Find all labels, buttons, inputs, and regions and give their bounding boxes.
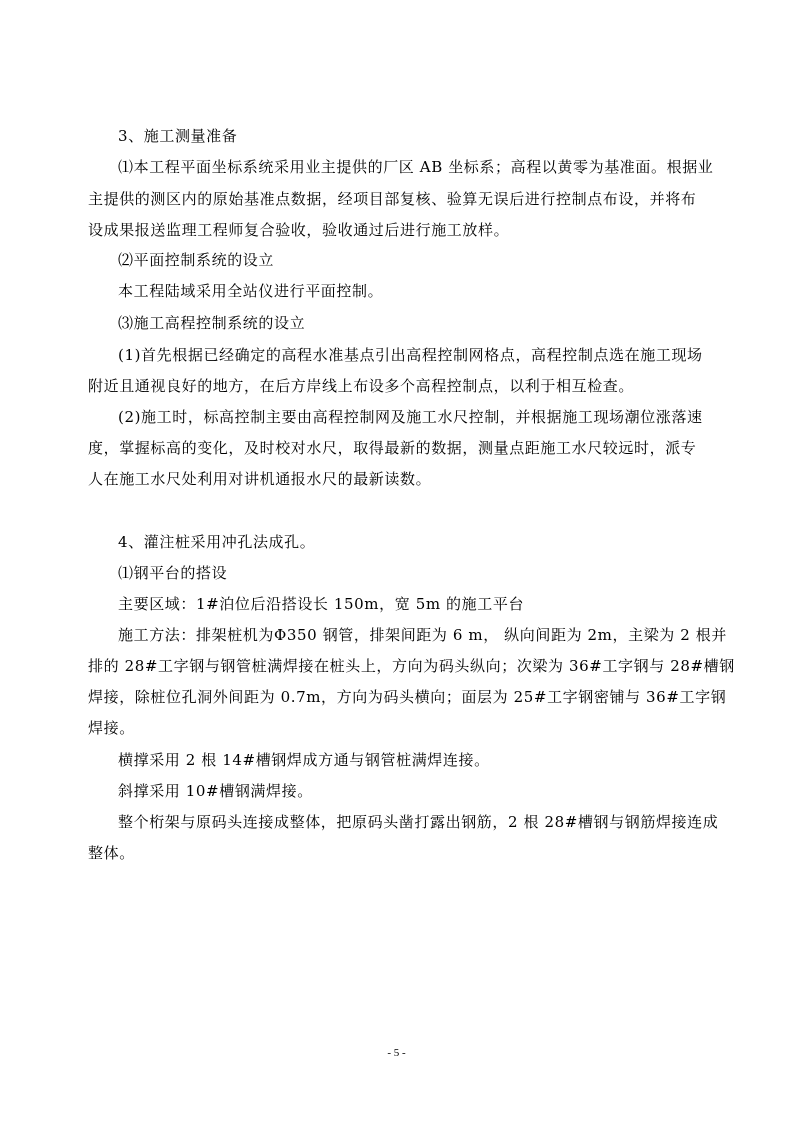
section-4-item-1-title: ⑴钢平台的搭设 bbox=[118, 564, 228, 582]
section-3-item-3-sub-2-line-3: 人在施工水尺处利用对讲机通报水尺的最新读数。 bbox=[88, 470, 432, 488]
section-3-item-3-sub-1-line-2: 附近且通视良好的地方，在后方岸线上布设多个高程控制点，以利于相互检查。 bbox=[88, 377, 635, 395]
section-3-heading: 3、施工测量准备 bbox=[118, 127, 238, 145]
section-4-whole-line-2: 整体。 bbox=[88, 844, 135, 862]
section-4-method-line-4: 焊接。 bbox=[88, 719, 135, 737]
section-4-main-area: 主要区域：1#泊位后沿搭设长 150m，宽 5m 的施工平台 bbox=[118, 595, 525, 613]
section-3-item-2-text: 本工程陆域采用全站仪进行平面控制。 bbox=[118, 282, 384, 300]
page-number: - 5 - bbox=[387, 1047, 406, 1059]
section-3-item-1-line-2: 主提供的测区内的原始基准点数据，经项目部复核、验算无误后进行控制点布设，并将布 bbox=[88, 190, 697, 208]
section-4-whole-line-1: 整个桁架与原码头连接成整体，把原码头凿打露出钢筋，2 根 28#槽钢与钢筋焊接连成 bbox=[118, 813, 719, 831]
section-3-item-3-sub-2-line-2: 度，掌握标高的变化，及时校对水尺，取得最新的数据，测量点距施工水尺较远时，派专 bbox=[88, 439, 697, 457]
section-4-heading: 4、灌注桩采用冲孔法成孔。 bbox=[118, 533, 316, 551]
section-4-bracing-horizontal: 横撑采用 2 根 14#槽钢焊成方通与钢管桩满焊连接。 bbox=[118, 751, 490, 769]
section-4-bracing-diagonal: 斜撑采用 10#槽钢满焊接。 bbox=[118, 782, 313, 800]
section-4-method-line-2: 排的 28#工字钢与钢管桩满焊接在桩头上，方向为码头纵向；次梁为 36#工字钢与 28#槽钢 bbox=[88, 657, 735, 675]
section-4-method-line-3: 焊接，除桩位孔洞外间距为 0.7m，方向为码头横向；面层为 25#工字钢密铺与 36#工字钢 bbox=[88, 688, 727, 706]
section-3-item-1-line-1: ⑴本工程平面坐标系统采用业主提供的厂区 AB 坐标系；高程以黄零为基准面。根据业 bbox=[118, 158, 714, 176]
section-3-item-3-sub-2-line-1: (2)施工时，标高控制主要由高程控制网及施工水尺控制，并根据施工现场潮位涨落速 bbox=[118, 408, 703, 426]
section-3-item-3-title: ⑶施工高程控制系统的设立 bbox=[118, 314, 306, 332]
section-4-method-line-1: 施工方法：排架桩机为Φ350 钢管，排架间距为 6 m， 纵向间距为 2m，主梁为 2 根并 bbox=[118, 626, 727, 644]
section-3-item-2-title: ⑵平面控制系统的设立 bbox=[118, 251, 275, 269]
section-3-item-3-sub-1-line-1: (1)首先根据已经确定的高程水准基点引出高程控制网格点，高程控制点选在施工现场 bbox=[118, 346, 703, 364]
section-3-item-1-line-3: 设成果报送监理工程师复合验收，验收通过后进行施工放样。 bbox=[88, 221, 510, 239]
